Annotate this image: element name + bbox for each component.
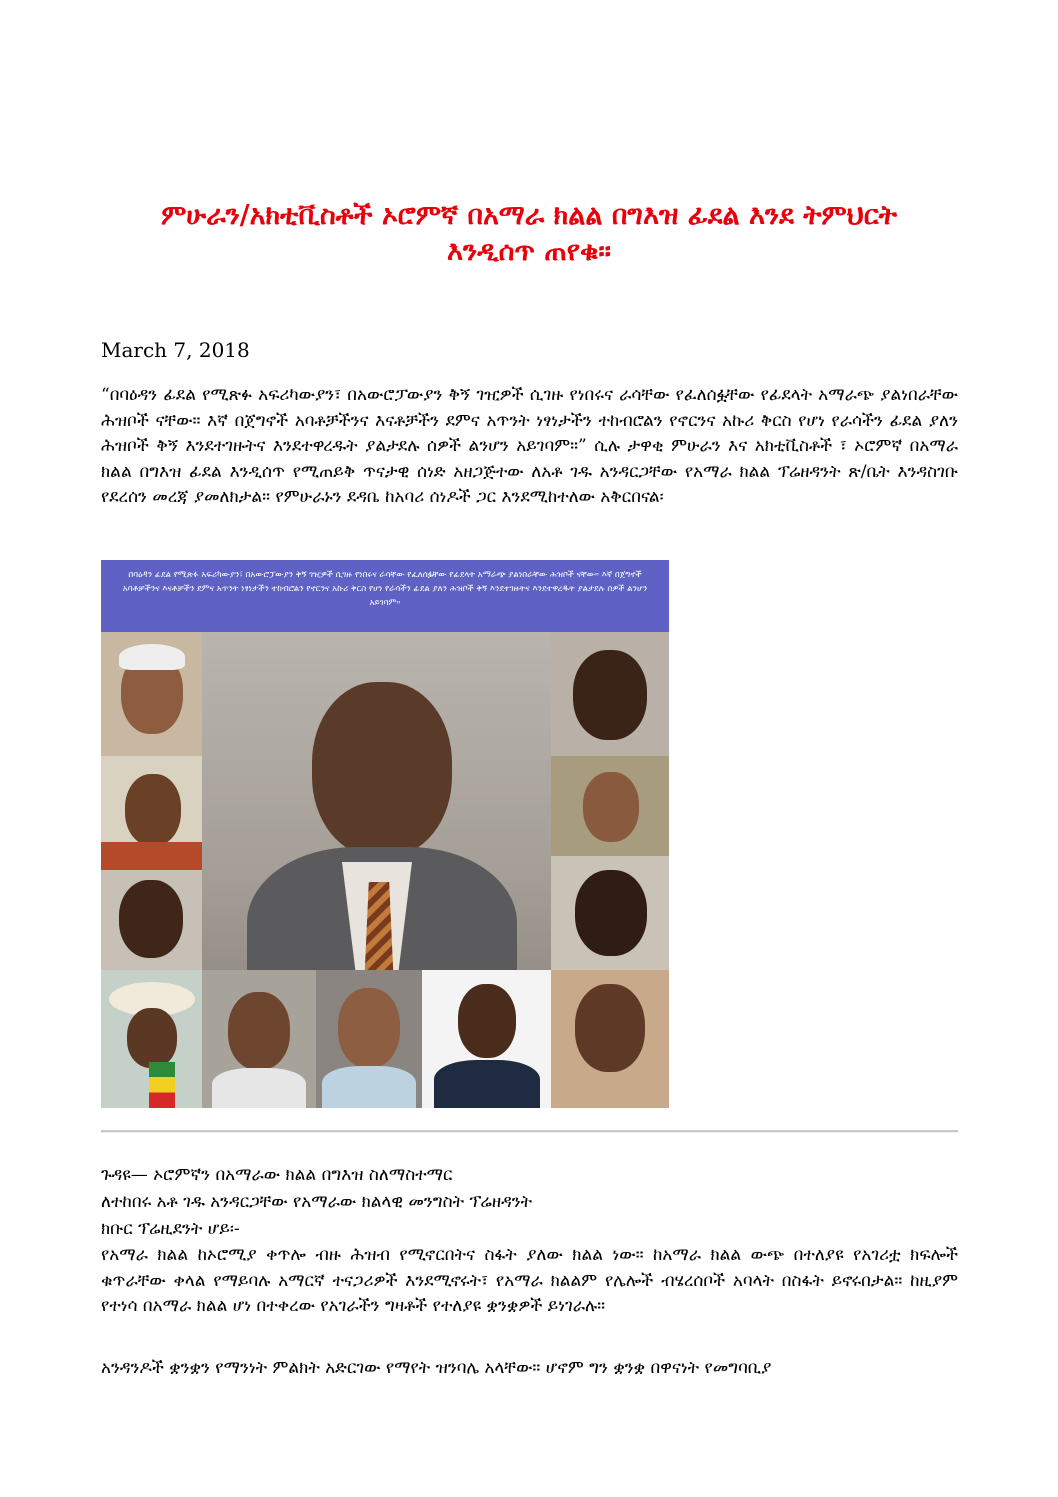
face [575, 984, 645, 1072]
face [338, 988, 400, 1068]
face [312, 682, 452, 857]
article-date: March 7, 2018 [101, 338, 250, 362]
face [228, 992, 290, 1070]
portrait-right-3 [551, 856, 669, 970]
title-line-2: እንዲሰጥ ጠየቁ። [447, 236, 611, 267]
section-divider [101, 1130, 958, 1133]
portrait-right-2 [551, 756, 669, 856]
portrait-left-1 [101, 632, 202, 756]
portrait-bottom-2 [316, 970, 422, 1108]
portrait-bottom-1 [202, 970, 316, 1108]
portrait-bottom-4 [551, 970, 669, 1108]
shawl [101, 842, 202, 870]
portrait-left-2 [101, 756, 202, 870]
portrait-right-1 [551, 632, 669, 756]
title-line-1: ምሁራን/አክቲቪስቶች ኦሮምኛ በአማራ ክልል በግእዝ ፊደል እንደ ትምህርት [161, 200, 897, 231]
portrait-bottom-3 [422, 970, 551, 1108]
face [573, 650, 647, 740]
shirt [322, 1066, 416, 1108]
letter-addressee: ለተከበሩ አቶ ገዱ አንዳርጋቸው የአማራው ክልላዊ መንግስት ፕሬዘዳንት [101, 1192, 533, 1212]
suit [434, 1060, 540, 1108]
intro-paragraph: “በባዕዳን ፊደል የሚጽፉ አፍሪካውያን፣ በአውሮፓውያን ቅኝ ገዢዎች ሲገዙ የነበሩና ራሳቸው የፈለሰፏቸው የፊደላት አማራጭ ያልነበራቸው ሕዝቦች ናቸው። እኛ በጀግኖች አባቶቻችንና እናቶቻችን ደምና አጥንት ነፃነታችን ተከብሮልን የኖርንና አኩሪ ቅርስ የሆነ የራሳችን ፊደል ያለን ሕዝቦች ቅኝ እንደተገዙትና እንደተዋረዱት ያልታደሉ ሰዎች ልንሆን አይገባም።” ሲሉ ታዋቂ ምሁራን እና አክቲቪስቶች ፣ ኦሮምኛ በአማራ ክልል በግእዝ ፊደል እንዲሰጥ የሚጠይቅ ጥናታዊ ሰነድ አዘጋጅተው ለአቶ ገዱ አንዳርጋቸው የአማራ ክልል ፕሬዘዳንት ጽ/ቤት እንዳስገቡ የደረሰን መረጃ ያመለክታል። የምሁራኑን ደዳቤ ከአባሪ ሰነዶች ጋር እንደሚከተለው አቅርበናል፡ [101, 385, 958, 507]
letter-subject: ጉዳዩ— ኦሮምኛን በአማራው ክልል በግእዝ ስለማስተማር [101, 1165, 453, 1185]
portrait-left-4 [101, 970, 202, 1108]
letter-paragraph-2: አንዳንዶች ቋንቋን የማንነት ምልክት አድርገው የማየት ዝንባሌ አላቸው። ሆኖም ግን ቋንቋ በዋናነት የመግባቢያ [101, 1358, 772, 1378]
face [583, 772, 639, 842]
white-hair [119, 644, 185, 670]
flag-scarf [149, 1062, 175, 1108]
letter-paragraph-1: የአማራ ክልል ከኦሮሚያ ቀጥሎ ብዙ ሕዝብ የሚኖርበትና ስፋት ያለው ክልል ነው። ከአማራ ክልል ውጭ በተለያዩ የአገሪቷ ክፍሎች ቁጥራቸው ቀላል የማይባሉ አማርኛ ተናጋሪዎች እንደሚኖሩት፣ የአማራ ክልልም የሌሎች ብሄረሰቦች አባላት በስፋት ይኖሩበታል። ከዚያም የተነሳ በአማራ ክልል ሆነ በተቀረው የአገራችን ግዛቶች የተለያዩ ቋንቋዎች ይነገራሉ። [101, 1245, 958, 1316]
face [575, 870, 647, 956]
portrait-left-3 [101, 870, 202, 970]
letter-salutation: ክቡር ፕሬዚደንት ሆይ፡- [101, 1219, 240, 1239]
shirt [212, 1068, 306, 1108]
face [458, 984, 516, 1058]
face [119, 880, 183, 958]
center-portrait [202, 632, 551, 1025]
photo-collage [101, 560, 669, 1108]
collage-banner: በባዕዳን ፊደል የሚጽፉ አፍሪካውያን፣ በአውሮፓውያን ቅኝ ገዢዎች ሲገዙ የነበሩና ራሳቸው የፈለሰፏቸው የፊደላት አማራጭ ያልነበራቸው ሕዝቦች ናቸው። እኛ በጀግኖች አባቶቻችንና እናቶቻችን ደምና አጥንት ነፃነታችን ተከብሮልን የኖርንና አኩሪ ቅርስ የሆነ የራሳችን ፊደል ያለን ሕዝቦች ቅኝ እንደተገዙትና እንደተዋረዱት ያልታደሉ ሰዎች ልንሆን አይገባም። [101, 560, 669, 632]
article-title [100, 198, 958, 270]
face [127, 1008, 177, 1068]
face [125, 774, 181, 846]
